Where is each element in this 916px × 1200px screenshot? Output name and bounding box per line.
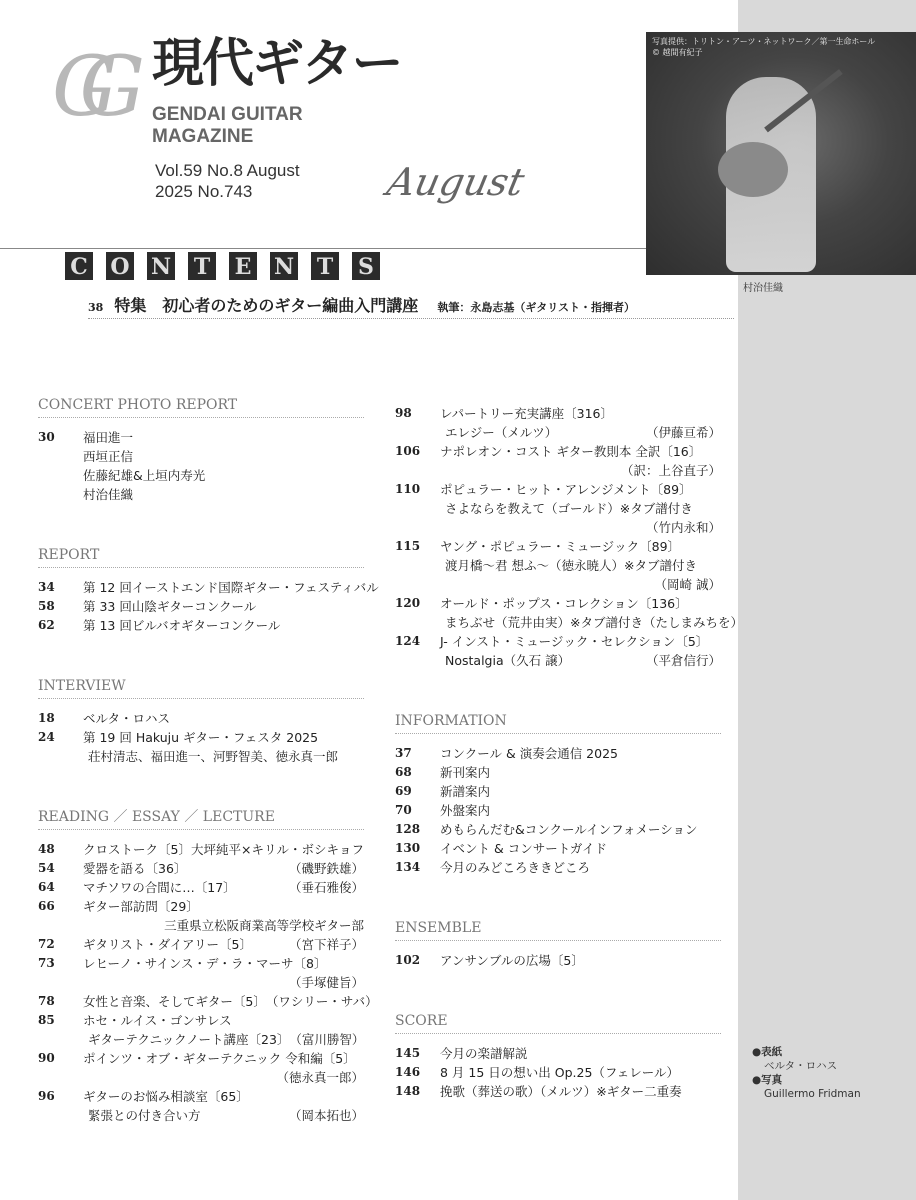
contents-entry[interactable] — [38, 935, 364, 954]
entry-lines — [440, 537, 721, 594]
contents-entry[interactable] — [395, 744, 721, 763]
contents-letter: N — [147, 252, 175, 280]
entry-page-number: 148 — [395, 1084, 421, 1098]
entry-lines — [83, 1011, 364, 1049]
contents-letter: C — [65, 252, 93, 280]
entry-lines — [440, 404, 721, 442]
entry-title: 第 12 回イーストエンド国際ギター・フェスティバル — [83, 580, 379, 595]
entry-page-number: 18 — [38, 711, 55, 725]
contents-entry[interactable] — [38, 428, 364, 504]
entry-title: ヤング・ポピュラー・ミュージック〔89〕 — [440, 539, 681, 554]
entry-title: 8 月 15 日の想い出 Op.25（フェレール） — [440, 1065, 680, 1080]
section-heading: READING ／ ESSAY ／ LECTURE — [38, 808, 364, 830]
entry-line — [440, 801, 721, 820]
cover-photo — [646, 32, 916, 275]
entry-title: まちぶせ（荒井由実）※タブ譜付き — [445, 615, 643, 630]
entry-title: ギターのお悩み相談室〔65〕 — [83, 1089, 249, 1104]
entry-line — [440, 763, 721, 782]
contents-letter: T — [311, 252, 339, 280]
entry-lines — [440, 744, 721, 763]
logo-en-line1: GENDAI GUITAR — [152, 104, 303, 125]
entry-line — [83, 859, 364, 878]
photo-credit-line2: © 越間有紀子 — [652, 48, 703, 57]
entry-page-number: 30 — [38, 430, 55, 444]
entry-lines — [440, 763, 721, 782]
contents-section — [38, 546, 379, 635]
entry-line — [440, 1044, 721, 1063]
entry-page-number: 48 — [38, 842, 55, 856]
entry-line — [83, 466, 364, 485]
entry-lines — [83, 1049, 364, 1087]
entry-line — [440, 839, 721, 858]
entry-line — [440, 594, 743, 613]
entry-page-number: 106 — [395, 444, 421, 458]
entry-line — [83, 597, 364, 616]
issue-volume: Vol.59 No.8 August — [155, 161, 300, 180]
entry-line — [440, 480, 721, 499]
entry-lines — [440, 951, 721, 970]
entry-page-number: 37 — [395, 746, 412, 760]
entry-line — [440, 442, 721, 461]
entry-line — [440, 951, 721, 970]
entry-page-number: 134 — [395, 860, 421, 874]
photo-credit — [652, 36, 875, 58]
issue-number: 2025 No.743 — [155, 182, 253, 201]
entry-page-number: 115 — [395, 539, 421, 553]
section-heading: CONCERT PHOTO REPORT — [38, 396, 364, 418]
contents-section — [395, 712, 721, 877]
entry-line — [83, 916, 364, 935]
entry-line — [83, 1068, 364, 1087]
entry-lines — [440, 1063, 721, 1082]
entry-title: さよならを教えて（ゴールド）※タブ譜付き — [445, 501, 693, 516]
logo-en-line2: MAGAZINE — [152, 126, 254, 147]
entry-title: クロストーク〔5〕 — [83, 842, 191, 857]
entry-page-number: 120 — [395, 596, 421, 610]
entry-credit: （宮下祥子） — [288, 937, 364, 952]
entry-line — [83, 578, 379, 597]
entry-page-number: 78 — [38, 994, 55, 1008]
feature-title: 特集 初心者のためのギター編曲入門講座 — [114, 296, 419, 315]
entry-line — [440, 1063, 721, 1082]
entry-page-number: 73 — [38, 956, 55, 970]
contents-entry[interactable] — [38, 840, 364, 859]
contents-entry[interactable] — [395, 480, 721, 537]
entry-lines — [83, 878, 364, 897]
entry-credit: （伊藤亘希） — [645, 425, 721, 440]
entry-title: 第 19 回 Hakuju ギター・フェスタ 2025 — [83, 730, 319, 745]
entry-line — [440, 613, 743, 632]
entry-line — [440, 404, 721, 423]
entry-title: 今月の楽譜解説 — [440, 1046, 528, 1061]
section-heading: REPORT — [38, 546, 364, 568]
entry-title: 女性と音楽、そしてギター〔5〕 — [83, 994, 266, 1009]
entry-lines — [440, 442, 721, 480]
contents-entry[interactable] — [395, 442, 721, 480]
entry-credit: （訳：上谷直子） — [620, 463, 721, 478]
contents-letter: S — [352, 252, 380, 280]
entry-page-number: 145 — [395, 1046, 421, 1060]
entry-lines — [440, 820, 721, 839]
entry-credit: （平倉信行） — [645, 653, 721, 668]
entry-page-number: 98 — [395, 406, 412, 420]
contents-section — [38, 808, 378, 1125]
entry-line — [440, 651, 721, 670]
entry-page-number: 58 — [38, 599, 55, 613]
entry-title: Nostalgia（久石 譲） — [445, 653, 571, 668]
magazine-logo-japanese: 現代ギター — [152, 33, 402, 94]
contents-entry[interactable] — [38, 859, 364, 878]
left-column — [38, 396, 379, 1167]
contents-entry[interactable] — [38, 578, 379, 597]
entry-page-number: 68 — [395, 765, 412, 779]
entry-lines — [440, 1044, 721, 1063]
entry-title: 新刊案内 — [440, 765, 491, 780]
entry-credit: （たしまみちを） — [642, 615, 743, 630]
contents-entry[interactable] — [395, 1044, 721, 1063]
contents-entry[interactable] — [395, 594, 743, 632]
entry-title: 新譜案内 — [440, 784, 491, 799]
contents-entry[interactable] — [38, 992, 378, 1011]
entry-line — [83, 935, 364, 954]
photo-caption: 村治佳織 — [743, 283, 783, 294]
entry-title: 西垣正信 — [83, 449, 134, 464]
contents-entry[interactable] — [38, 728, 364, 766]
entry-credit: （富川勝智） — [289, 1032, 365, 1047]
entry-line — [83, 1106, 364, 1125]
contents-entry[interactable] — [395, 763, 721, 782]
cover-value: ベルタ・ロハス — [764, 1060, 838, 1072]
entry-title: 外盤案内 — [440, 803, 491, 818]
entry-lines — [83, 897, 364, 935]
entry-page-number: 69 — [395, 784, 412, 798]
section-heading: SCORE — [395, 1012, 721, 1034]
entry-title: 第 33 回山陰ギターコンクール — [83, 599, 257, 614]
entry-page-number: 146 — [395, 1065, 421, 1079]
entry-credit: （竹内永和） — [645, 520, 721, 535]
entry-line — [440, 556, 721, 575]
entry-title: めもらんだむ&コンクールインフォメーション — [440, 822, 698, 837]
entry-title: レパートリー充実講座〔316〕 — [440, 406, 613, 421]
contents-letter: O — [106, 252, 134, 280]
cover-label: ●表紙 — [752, 1046, 783, 1058]
entry-title: レヒーノ・サインス・デ・ラ・マーサ〔8〕 — [83, 956, 327, 971]
contents-entry[interactable] — [395, 782, 721, 801]
entry-lines — [440, 801, 721, 820]
contents-entry[interactable] — [38, 1087, 364, 1125]
entry-line — [440, 461, 721, 480]
entry-lines — [440, 632, 721, 670]
entry-line — [83, 1049, 364, 1068]
entry-page-number: 64 — [38, 880, 55, 894]
entry-page-number: 24 — [38, 730, 55, 744]
entry-lines — [83, 992, 378, 1011]
entry-credit: （磯野鉄雄） — [288, 861, 364, 876]
contents-entry[interactable] — [38, 597, 364, 616]
contents-section — [38, 396, 364, 504]
entry-page-number: 90 — [38, 1051, 55, 1065]
entry-title: ベルタ・ロハス — [83, 711, 171, 726]
contents-entry[interactable] — [395, 1063, 721, 1082]
entry-title: イベント & コンサートガイド — [440, 841, 607, 856]
entry-title: 今月のみどころききどころ — [440, 860, 591, 875]
entry-line — [440, 537, 721, 556]
entry-title: ギタリスト・ダイアリー〔5〕 — [83, 937, 252, 952]
contents-section — [395, 404, 743, 670]
entry-title: 村治佳織 — [83, 487, 134, 502]
entry-line — [440, 782, 721, 801]
contents-entry[interactable] — [395, 839, 721, 858]
entry-page-number: 72 — [38, 937, 55, 951]
entry-line — [440, 1082, 721, 1101]
entry-line — [83, 447, 364, 466]
contents-entry[interactable] — [395, 632, 721, 670]
entry-page-number: 85 — [38, 1013, 55, 1027]
entry-line — [83, 897, 364, 916]
contents-entry[interactable] — [38, 1049, 364, 1087]
entry-lines — [83, 1087, 364, 1125]
contents-entry[interactable] — [395, 951, 721, 970]
guitar-body — [718, 142, 788, 197]
feature-article[interactable] — [88, 293, 734, 319]
feature-author: 執筆：永島志基（ギタリスト・指揮者） — [437, 301, 636, 314]
entry-line — [83, 878, 364, 897]
entry-credit: （岡崎 誠） — [654, 577, 721, 592]
entry-title: オールド・ポップス・コレクション〔136〕 — [440, 596, 688, 611]
contents-letter: N — [270, 252, 298, 280]
entry-line — [440, 423, 721, 442]
month-script-title: August — [383, 160, 529, 204]
entry-lines — [440, 782, 721, 801]
entry-title: 愛器を語る〔36〕 — [83, 861, 187, 876]
entry-title: 緊張との付き合い方 — [88, 1108, 201, 1123]
entry-page-number: 62 — [38, 618, 55, 632]
entry-lines — [440, 480, 721, 537]
entry-line — [83, 747, 364, 766]
entry-title: アンサンブルの広場〔5〕 — [440, 953, 584, 968]
entry-lines — [83, 954, 364, 992]
entry-title: ポインツ・オブ・ギターテクニック 令和編〔5〕 — [83, 1051, 356, 1066]
entry-line — [83, 728, 364, 747]
entry-line — [440, 744, 721, 763]
entry-line — [83, 485, 364, 504]
contents-section — [395, 1012, 721, 1101]
contents-entry[interactable] — [38, 1011, 364, 1049]
entry-lines — [83, 709, 364, 728]
entry-title: ポピュラー・ヒット・アレンジメント〔89〕 — [440, 482, 692, 497]
photo-value: Guillermo Fridman — [764, 1088, 861, 1100]
entry-line — [440, 632, 721, 651]
entry-title: コンクール & 演奏会通信 2025 — [440, 746, 618, 761]
entry-page-number: 124 — [395, 634, 421, 648]
entry-page-number: 66 — [38, 899, 55, 913]
entry-title: ホセ・ルイス・ゴンサレス — [83, 1013, 232, 1028]
right-column — [395, 404, 743, 1143]
entry-lines — [83, 840, 364, 859]
section-heading: INFORMATION — [395, 712, 721, 734]
entry-lines — [83, 935, 364, 954]
entry-lines — [83, 597, 364, 616]
entry-lines — [440, 858, 721, 877]
magazine-logo-english — [152, 104, 303, 148]
entry-line — [440, 518, 721, 537]
entry-lines — [440, 594, 743, 632]
entry-title: ギターテクニックノート講座〔23〕 — [88, 1032, 290, 1047]
entry-title: マチソワの合間に…〔17〕 — [83, 880, 236, 895]
entry-title: エレジー（メルツ） — [445, 425, 558, 440]
entry-title: 第 13 回ビルバオギターコンクール — [83, 618, 281, 633]
entry-credit: （ワシリー・サバ） — [265, 994, 378, 1009]
contents-entry[interactable] — [395, 858, 721, 877]
contents-entry[interactable] — [38, 709, 364, 728]
entry-lines — [83, 859, 364, 878]
entry-page-number: 128 — [395, 822, 421, 836]
contents-entry[interactable] — [395, 537, 721, 594]
entry-credit: 三重県立松阪商業高等学校ギター部 — [164, 918, 364, 933]
entry-title: 福田進一 — [83, 430, 134, 445]
entry-title: 渡月橋～君 想ふ～（徳永暁人）※タブ譜付き — [445, 558, 697, 573]
entry-line — [83, 992, 378, 1011]
contents-heading — [65, 252, 380, 280]
entry-title: 佐藤紀雄&上垣内寿光 — [83, 468, 206, 483]
entry-credit: 大坪純平×キリル・ボシキョフ — [191, 842, 364, 857]
entry-line — [440, 820, 721, 839]
entry-lines — [83, 728, 364, 766]
entry-title: 挽歌（葬送の歌）（メルツ）※ギター二重奏 — [440, 1084, 682, 1099]
photo-credit-line1: 写真提供：トリトン・アーツ・ネットワーク／第一生命ホール — [652, 37, 876, 46]
entry-line — [83, 428, 364, 447]
entry-line — [83, 709, 364, 728]
entry-title: J- インスト・ミュージック・セレクション〔5〕 — [440, 634, 709, 649]
contents-entry[interactable] — [395, 1082, 721, 1101]
contents-entry[interactable] — [395, 404, 721, 442]
section-heading: INTERVIEW — [38, 677, 364, 699]
entry-lines — [440, 1082, 721, 1101]
entry-line — [83, 1087, 364, 1106]
entry-credit: （岡本拓也） — [288, 1108, 364, 1123]
entry-lines — [440, 839, 721, 858]
photo-label: ●写真 — [752, 1074, 783, 1086]
contents-section — [395, 919, 721, 970]
entry-page-number: 70 — [395, 803, 412, 817]
entry-line — [440, 575, 721, 594]
entry-lines — [83, 428, 364, 504]
contents-entry[interactable] — [38, 897, 364, 935]
gg-logo-mark: GG — [52, 40, 108, 135]
cover-credit — [752, 1045, 861, 1101]
entry-lines — [83, 578, 379, 597]
header-divider — [0, 248, 650, 249]
entry-page-number: 54 — [38, 861, 55, 875]
entry-title: 荘村清志、福田進一、河野智美、徳永真一郎 — [88, 749, 339, 764]
entry-credit: （垂石雅俊） — [288, 880, 364, 895]
feature-page: 38 — [88, 301, 104, 314]
contents-entry[interactable] — [38, 616, 364, 635]
entry-page-number: 130 — [395, 841, 421, 855]
entry-lines — [83, 616, 364, 635]
entry-page-number: 110 — [395, 482, 421, 496]
entry-line — [83, 616, 364, 635]
entry-line — [83, 1030, 364, 1049]
entry-line — [83, 840, 364, 859]
contents-entry[interactable] — [395, 801, 721, 820]
entry-page-number: 96 — [38, 1089, 55, 1103]
contents-letter: E — [229, 252, 257, 280]
entry-line — [440, 499, 721, 518]
contents-letter: T — [188, 252, 216, 280]
entry-title: ギター部訪問〔29〕 — [83, 899, 199, 914]
entry-line — [83, 954, 364, 973]
contents-entry[interactable] — [395, 820, 721, 839]
entry-page-number: 102 — [395, 953, 421, 967]
contents-section — [38, 677, 364, 766]
entry-credit: （徳永真一郎） — [276, 1070, 364, 1085]
entry-line — [440, 858, 721, 877]
issue-info — [155, 160, 300, 202]
contents-entry[interactable] — [38, 954, 364, 992]
entry-line — [83, 973, 364, 992]
entry-page-number: 34 — [38, 580, 55, 594]
entry-title: ナポレオン・コスト ギター教則本 全訳〔16〕 — [440, 444, 702, 459]
entry-credit: （手塚健旨） — [288, 975, 364, 990]
entry-line — [83, 1011, 364, 1030]
contents-entry[interactable] — [38, 878, 364, 897]
section-heading: ENSEMBLE — [395, 919, 721, 941]
